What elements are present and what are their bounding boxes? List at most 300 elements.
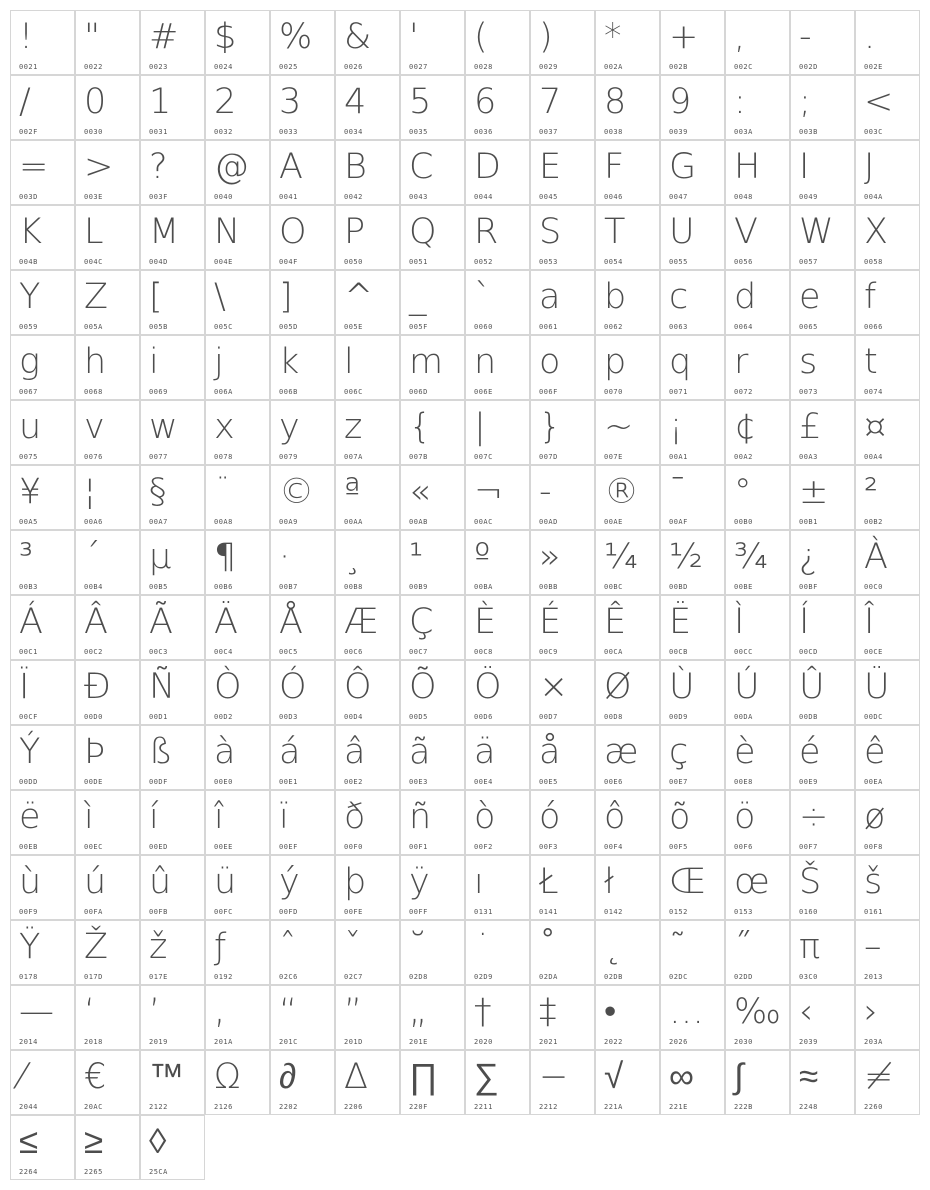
glyph-codepoint: 2014 xyxy=(19,1038,38,1046)
glyph-char: e xyxy=(799,277,821,317)
glyph-codepoint: 2211 xyxy=(474,1103,493,1111)
glyph-codepoint: 00A7 xyxy=(149,518,168,526)
glyph-codepoint: 2013 xyxy=(864,973,883,981)
glyph-cell xyxy=(10,790,75,855)
glyph-codepoint: 0153 xyxy=(734,908,753,916)
glyph-grid xyxy=(10,10,920,1180)
glyph-char: ≠ xyxy=(864,1057,894,1097)
glyph-codepoint: 00A8 xyxy=(214,518,233,526)
glyph-cell xyxy=(335,530,400,595)
glyph-codepoint: 0063 xyxy=(669,323,688,331)
glyph-char: ß xyxy=(149,732,173,772)
glyph-char: Á xyxy=(19,602,43,642)
glyph-cell xyxy=(270,790,335,855)
glyph-cell xyxy=(465,465,530,530)
glyph-cell xyxy=(10,725,75,790)
glyph-cell xyxy=(660,660,725,725)
glyph-codepoint: 0037 xyxy=(539,128,558,136)
glyph-codepoint: 00C3 xyxy=(149,648,168,656)
glyph-char: › xyxy=(864,992,878,1032)
glyph-char: q xyxy=(669,342,692,382)
glyph-codepoint: 004B xyxy=(19,258,38,266)
glyph-codepoint: 00F7 xyxy=(799,843,818,851)
glyph-cell xyxy=(335,10,400,75)
glyph-char: F xyxy=(604,147,625,187)
glyph-cell xyxy=(335,725,400,790)
glyph-codepoint: 017D xyxy=(84,973,103,981)
glyph-char: 8 xyxy=(604,82,627,122)
glyph-char: 1 xyxy=(149,82,172,122)
glyph-cell xyxy=(595,140,660,205)
glyph-char: Õ xyxy=(409,667,437,707)
glyph-char: S xyxy=(539,212,562,252)
glyph-codepoint: 00D7 xyxy=(539,713,558,721)
glyph-cell xyxy=(270,985,335,1050)
glyph-cell xyxy=(140,855,205,920)
glyph-cell xyxy=(725,595,790,660)
glyph-char: À xyxy=(864,537,888,577)
glyph-cell xyxy=(140,920,205,985)
glyph-cell xyxy=(140,660,205,725)
glyph-codepoint: 002E xyxy=(864,63,883,71)
glyph-cell xyxy=(205,660,270,725)
glyph-codepoint: 00F5 xyxy=(669,843,688,851)
glyph-char: ‹ xyxy=(799,992,813,1032)
glyph-codepoint: 2260 xyxy=(864,1103,883,1111)
glyph-cell xyxy=(595,725,660,790)
glyph-codepoint: 00F0 xyxy=(344,843,363,851)
glyph-codepoint: 0050 xyxy=(344,258,363,266)
glyph-cell xyxy=(10,530,75,595)
glyph-codepoint: 0026 xyxy=(344,63,363,71)
glyph-cell xyxy=(75,10,140,75)
glyph-char: Y xyxy=(19,277,41,317)
glyph-codepoint: 00EA xyxy=(864,778,883,786)
glyph-cell xyxy=(855,920,920,985)
glyph-cell xyxy=(790,140,855,205)
glyph-cell xyxy=(595,335,660,400)
glyph-codepoint: 00E4 xyxy=(474,778,493,786)
glyph-char: Ò xyxy=(214,667,242,707)
glyph-codepoint: 0076 xyxy=(84,453,103,461)
glyph-cell xyxy=(790,855,855,920)
glyph-cell xyxy=(595,920,660,985)
glyph-cell xyxy=(140,205,205,270)
glyph-codepoint: 00EC xyxy=(84,843,103,851)
glyph-codepoint: 005F xyxy=(409,323,428,331)
glyph-cell xyxy=(400,855,465,920)
glyph-char: € xyxy=(84,1057,107,1097)
glyph-char: ˛ xyxy=(604,927,622,967)
glyph-char: ‡ xyxy=(539,992,557,1032)
glyph-cell xyxy=(855,725,920,790)
glyph-char: þ xyxy=(344,862,367,902)
glyph-cell xyxy=(75,985,140,1050)
glyph-codepoint: 0073 xyxy=(799,388,818,396)
glyph-char: ø xyxy=(864,797,886,837)
glyph-char: Ü xyxy=(864,667,890,707)
glyph-codepoint: 00D5 xyxy=(409,713,428,721)
glyph-cell xyxy=(205,920,270,985)
glyph-codepoint: 0023 xyxy=(149,63,168,71)
glyph-codepoint: 00C9 xyxy=(539,648,558,656)
glyph-cell xyxy=(725,140,790,205)
glyph-cell xyxy=(595,205,660,270)
glyph-cell xyxy=(140,270,205,335)
glyph-cell xyxy=(725,10,790,75)
glyph-codepoint: 201A xyxy=(214,1038,233,1046)
glyph-cell xyxy=(335,270,400,335)
glyph-char: £ xyxy=(799,407,822,447)
glyph-codepoint: 02DD xyxy=(734,973,753,981)
glyph-cell xyxy=(75,1050,140,1115)
glyph-char: ¿ xyxy=(799,537,818,577)
glyph-cell xyxy=(530,790,595,855)
glyph-codepoint: 0036 xyxy=(474,128,493,136)
glyph-char: ð xyxy=(344,797,366,837)
glyph-cell xyxy=(465,530,530,595)
glyph-codepoint: 00C5 xyxy=(279,648,298,656)
glyph-char: u xyxy=(19,407,42,447)
glyph-char: $ xyxy=(214,17,237,57)
glyph-cell xyxy=(335,75,400,140)
glyph-char: − xyxy=(539,1057,569,1097)
glyph-cell xyxy=(725,790,790,855)
glyph-cell xyxy=(530,660,595,725)
glyph-codepoint: 0031 xyxy=(149,128,168,136)
glyph-char: ô xyxy=(604,797,626,837)
glyph-char: X xyxy=(864,212,888,252)
glyph-cell xyxy=(205,205,270,270)
glyph-char: ? xyxy=(149,147,168,187)
glyph-char: Ä xyxy=(214,602,238,642)
glyph-char: œ xyxy=(734,862,770,902)
glyph-char: ½ xyxy=(669,537,703,577)
glyph-char: ¥ xyxy=(19,472,42,512)
glyph-codepoint: 0141 xyxy=(539,908,558,916)
glyph-codepoint: 0065 xyxy=(799,323,818,331)
glyph-codepoint: 006A xyxy=(214,388,233,396)
glyph-cell xyxy=(140,75,205,140)
glyph-char: Ø xyxy=(604,667,632,707)
glyph-cell xyxy=(205,270,270,335)
glyph-codepoint: 00F4 xyxy=(604,843,623,851)
glyph-char: √ xyxy=(604,1057,624,1097)
glyph-char: , xyxy=(734,17,746,57)
glyph-cell xyxy=(10,1050,75,1115)
glyph-codepoint: 0160 xyxy=(799,908,818,916)
glyph-cell xyxy=(140,140,205,205)
glyph-cell xyxy=(855,10,920,75)
glyph-cell xyxy=(660,920,725,985)
glyph-char: † xyxy=(474,992,492,1032)
glyph-cell xyxy=(725,335,790,400)
glyph-char: ¡ xyxy=(669,407,684,447)
glyph-cell xyxy=(855,75,920,140)
glyph-codepoint: 00F1 xyxy=(409,843,428,851)
glyph-cell xyxy=(530,855,595,920)
glyph-codepoint: 2212 xyxy=(539,1103,558,1111)
glyph-cell xyxy=(595,595,660,660)
glyph-codepoint: 00D6 xyxy=(474,713,493,721)
glyph-codepoint: 00FD xyxy=(279,908,298,916)
glyph-char: » xyxy=(539,537,561,577)
glyph-cell xyxy=(400,920,465,985)
glyph-char: ú xyxy=(84,862,107,902)
glyph-codepoint: 00CD xyxy=(799,648,818,656)
glyph-cell xyxy=(855,400,920,465)
glyph-codepoint: 0047 xyxy=(669,193,688,201)
glyph-cell xyxy=(595,400,660,465)
glyph-char: @ xyxy=(214,147,249,187)
glyph-cell xyxy=(205,725,270,790)
glyph-cell xyxy=(725,985,790,1050)
glyph-cell xyxy=(595,75,660,140)
glyph-codepoint: 00EF xyxy=(279,843,298,851)
glyph-cell xyxy=(75,920,140,985)
glyph-codepoint: 005A xyxy=(84,323,103,331)
glyph-cell xyxy=(725,205,790,270)
glyph-codepoint: 0058 xyxy=(864,258,883,266)
glyph-cell xyxy=(660,725,725,790)
glyph-char: ‰ xyxy=(734,992,781,1032)
glyph-codepoint: 00BA xyxy=(474,583,493,591)
glyph-codepoint: 2018 xyxy=(84,1038,103,1046)
glyph-codepoint: 02D9 xyxy=(474,973,493,981)
glyph-cell xyxy=(595,660,660,725)
glyph-char: û xyxy=(149,862,172,902)
glyph-codepoint: 00A4 xyxy=(864,453,883,461)
glyph-char: ˇ xyxy=(344,927,362,967)
glyph-char: Ý xyxy=(19,732,41,772)
glyph-codepoint: 0161 xyxy=(864,908,883,916)
glyph-char: Û xyxy=(799,667,825,707)
glyph-char: ˝ xyxy=(734,927,752,967)
glyph-cell xyxy=(465,1050,530,1115)
glyph-codepoint: 00B3 xyxy=(19,583,38,591)
glyph-cell xyxy=(465,725,530,790)
glyph-char: r xyxy=(734,342,749,382)
glyph-codepoint: 00B0 xyxy=(734,518,753,526)
glyph-codepoint: 002D xyxy=(799,63,818,71)
glyph-cell xyxy=(400,140,465,205)
glyph-codepoint: 00FB xyxy=(149,908,168,916)
glyph-char: Ï xyxy=(19,667,30,707)
glyph-cell xyxy=(205,1050,270,1115)
glyph-cell xyxy=(400,530,465,595)
glyph-codepoint: 0027 xyxy=(409,63,428,71)
glyph-cell xyxy=(790,530,855,595)
glyph-char: µ xyxy=(149,537,172,577)
glyph-cell xyxy=(465,920,530,985)
glyph-char: E xyxy=(539,147,562,187)
glyph-char: 9 xyxy=(669,82,692,122)
glyph-codepoint: 00D0 xyxy=(84,713,103,721)
glyph-codepoint: 00DC xyxy=(864,713,883,721)
glyph-char: M xyxy=(149,212,180,252)
glyph-cell xyxy=(140,595,205,660)
glyph-char: : xyxy=(734,82,746,122)
glyph-cell xyxy=(855,205,920,270)
glyph-codepoint: 003D xyxy=(19,193,38,201)
glyph-char: ³ xyxy=(19,537,34,577)
glyph-char: Ô xyxy=(344,667,372,707)
glyph-codepoint: 00F6 xyxy=(734,843,753,851)
glyph-codepoint: 00B5 xyxy=(149,583,168,591)
glyph-codepoint: 00A1 xyxy=(669,453,688,461)
glyph-cell xyxy=(530,205,595,270)
glyph-codepoint: 00DB xyxy=(799,713,818,721)
glyph-char: V xyxy=(734,212,758,252)
glyph-codepoint: 00BD xyxy=(669,583,688,591)
glyph-codepoint: 00C6 xyxy=(344,648,363,656)
glyph-char: G xyxy=(669,147,697,187)
glyph-char: ) xyxy=(539,17,553,57)
glyph-cell xyxy=(75,530,140,595)
glyph-codepoint: 00CF xyxy=(19,713,38,721)
glyph-cell xyxy=(530,10,595,75)
glyph-cell xyxy=(75,75,140,140)
glyph-cell xyxy=(205,855,270,920)
glyph-char: p xyxy=(604,342,627,382)
glyph-codepoint: 00B4 xyxy=(84,583,103,591)
glyph-cell xyxy=(595,465,660,530)
glyph-char: ² xyxy=(864,472,879,512)
glyph-codepoint: 00DD xyxy=(19,778,38,786)
glyph-codepoint: 007C xyxy=(474,453,493,461)
glyph-char: • xyxy=(604,992,617,1032)
glyph-char: ¾ xyxy=(734,537,768,577)
glyph-codepoint: 002A xyxy=(604,63,623,71)
glyph-char: Ö xyxy=(474,667,502,707)
glyph-cell xyxy=(855,985,920,1050)
glyph-cell xyxy=(140,400,205,465)
glyph-codepoint: 00E2 xyxy=(344,778,363,786)
glyph-char: Q xyxy=(409,212,437,252)
glyph-codepoint: 003C xyxy=(864,128,883,136)
glyph-codepoint: 00B6 xyxy=(214,583,233,591)
glyph-codepoint: 203A xyxy=(864,1038,883,1046)
glyph-char: w xyxy=(149,407,178,447)
glyph-cell xyxy=(660,335,725,400)
glyph-cell xyxy=(855,595,920,660)
glyph-cell xyxy=(660,205,725,270)
glyph-char: ã xyxy=(409,732,431,772)
glyph-char: | xyxy=(474,407,486,447)
glyph-char: ˙ xyxy=(474,927,492,967)
glyph-char: 0 xyxy=(84,82,107,122)
glyph-codepoint: 220F xyxy=(409,1103,428,1111)
glyph-codepoint: 00B9 xyxy=(409,583,428,591)
glyph-codepoint: 2202 xyxy=(279,1103,298,1111)
glyph-char: ” xyxy=(344,992,363,1032)
glyph-codepoint: 0077 xyxy=(149,453,168,461)
glyph-codepoint: 003B xyxy=(799,128,818,136)
glyph-char: Ë xyxy=(669,602,692,642)
glyph-codepoint: 00E3 xyxy=(409,778,428,786)
glyph-char: x xyxy=(214,407,235,447)
glyph-char: ∞ xyxy=(669,1057,694,1097)
glyph-codepoint: 00F8 xyxy=(864,843,883,851)
glyph-char: v xyxy=(84,407,105,447)
glyph-codepoint: 0041 xyxy=(279,193,298,201)
glyph-cell xyxy=(75,595,140,660)
glyph-cell xyxy=(465,270,530,335)
glyph-cell xyxy=(595,10,660,75)
glyph-char: × xyxy=(539,667,569,707)
glyph-codepoint: 00E6 xyxy=(604,778,623,786)
glyph-cell xyxy=(595,270,660,335)
glyph-codepoint: 201E xyxy=(409,1038,428,1046)
glyph-codepoint: 0059 xyxy=(19,323,38,331)
glyph-cell xyxy=(400,75,465,140)
glyph-char: ª xyxy=(344,472,361,512)
glyph-codepoint: 006D xyxy=(409,388,428,396)
glyph-char: Þ xyxy=(84,732,106,772)
glyph-codepoint: 00A3 xyxy=(799,453,818,461)
glyph-char: å xyxy=(539,732,561,772)
glyph-codepoint: 02DC xyxy=(669,973,688,981)
glyph-char: – xyxy=(864,927,882,967)
glyph-cell xyxy=(205,140,270,205)
glyph-cell xyxy=(400,725,465,790)
glyph-char: ¬ xyxy=(474,472,504,512)
glyph-cell xyxy=(10,660,75,725)
glyph-char: ⁄ xyxy=(19,1057,25,1097)
glyph-char: / xyxy=(19,82,31,122)
glyph-char: + xyxy=(669,17,699,57)
glyph-char: } xyxy=(539,407,562,447)
glyph-codepoint: 007B xyxy=(409,453,428,461)
glyph-codepoint: 0056 xyxy=(734,258,753,266)
glyph-cell xyxy=(790,75,855,140)
glyph-codepoint: 003A xyxy=(734,128,753,136)
glyph-codepoint: 00D9 xyxy=(669,713,688,721)
glyph-char: · xyxy=(279,537,291,577)
glyph-cell xyxy=(725,855,790,920)
glyph-cell xyxy=(10,270,75,335)
glyph-codepoint: 2019 xyxy=(149,1038,168,1046)
glyph-codepoint: 0071 xyxy=(669,388,688,396)
glyph-codepoint: 00BB xyxy=(539,583,558,591)
glyph-codepoint: 0025 xyxy=(279,63,298,71)
glyph-cell xyxy=(465,400,530,465)
glyph-char: Œ xyxy=(669,862,707,902)
glyph-codepoint: 201D xyxy=(344,1038,363,1046)
glyph-codepoint: 0044 xyxy=(474,193,493,201)
glyph-codepoint: 00DF xyxy=(149,778,168,786)
glyph-char: ! xyxy=(19,17,34,57)
glyph-codepoint: 0066 xyxy=(864,323,883,331)
glyph-cell xyxy=(725,530,790,595)
glyph-cell xyxy=(205,75,270,140)
glyph-cell xyxy=(140,985,205,1050)
glyph-codepoint: 00FA xyxy=(84,908,103,916)
glyph-codepoint: 0042 xyxy=(344,193,363,201)
glyph-cell xyxy=(75,465,140,530)
glyph-char: n xyxy=(474,342,497,382)
glyph-char: Š xyxy=(799,862,822,902)
glyph-codepoint: 0046 xyxy=(604,193,623,201)
glyph-char: ö xyxy=(734,797,756,837)
glyph-char: > xyxy=(84,147,114,187)
glyph-codepoint: 0021 xyxy=(19,63,38,71)
glyph-codepoint: 00D3 xyxy=(279,713,298,721)
glyph-cell xyxy=(10,335,75,400)
glyph-char: ¹ xyxy=(409,537,424,577)
glyph-cell xyxy=(530,400,595,465)
glyph-codepoint: 0062 xyxy=(604,323,623,331)
